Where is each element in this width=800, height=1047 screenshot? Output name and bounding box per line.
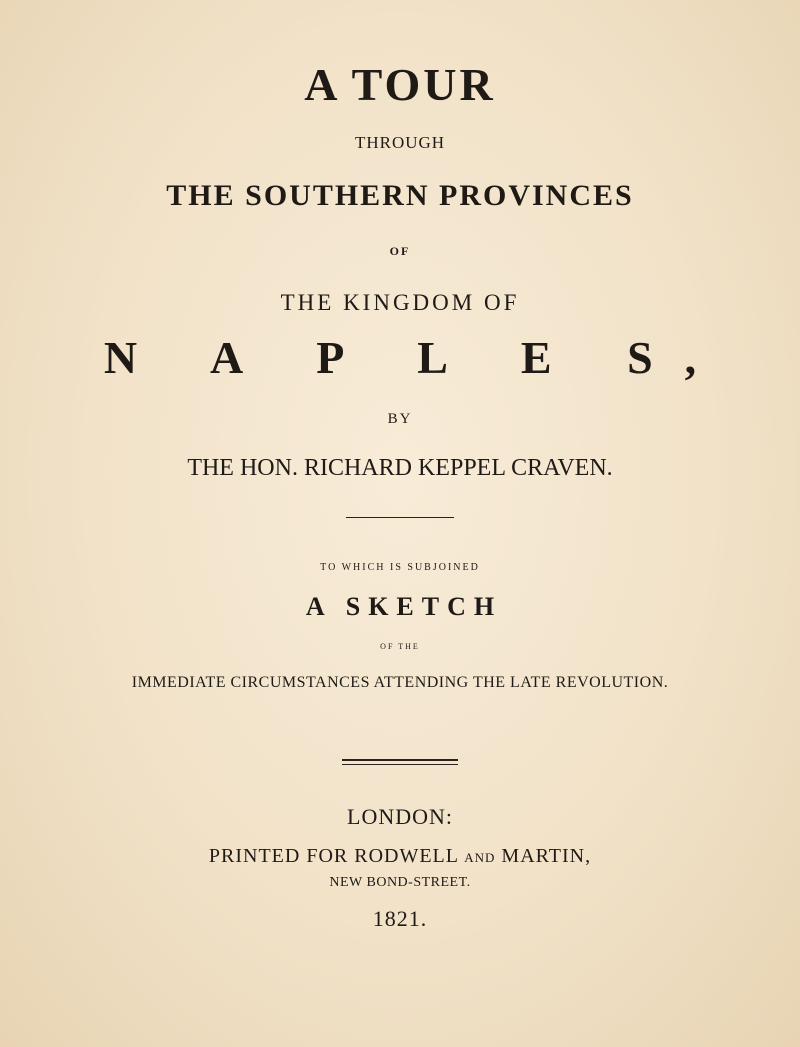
title-kingdom: THE KINGDOM OF (280, 290, 520, 315)
title-through: THROUGH (354, 133, 446, 152)
book-title: A TOUR (304, 59, 496, 110)
sketch-subject: IMMEDIATE CIRCUMSTANCES ATTENDING THE LATE REVOLUTION. (131, 674, 669, 691)
imprint-city: LONDON: (347, 804, 453, 829)
author-name: THE HON. RICHARD KEPPEL CRAVEN. (187, 455, 613, 481)
title-of: OF (389, 244, 411, 258)
title-subject: THE SOUTHERN PROVINCES (166, 179, 634, 212)
divider-rule (346, 517, 454, 518)
imprint-printer (0, 846, 800, 866)
sketch-of-the: OF THE (380, 642, 420, 651)
sketch-heading: A SKETCH (305, 592, 503, 621)
title-place: N A P L E S, (103, 332, 729, 383)
imprint-year: 1821. (372, 906, 428, 931)
double-rule-top (342, 759, 458, 761)
imprint-printed-for: PRINTED FOR RODWELL (208, 845, 459, 867)
imprint-address: NEW BOND-STREET. (329, 875, 471, 890)
imprint-and: AND (464, 850, 496, 865)
imprint-publisher2: MARTIN, (501, 845, 592, 867)
double-rule-bottom (342, 764, 458, 765)
title-by: BY (387, 411, 413, 427)
subjoined-note: TO WHICH IS SUBJOINED (320, 562, 480, 573)
